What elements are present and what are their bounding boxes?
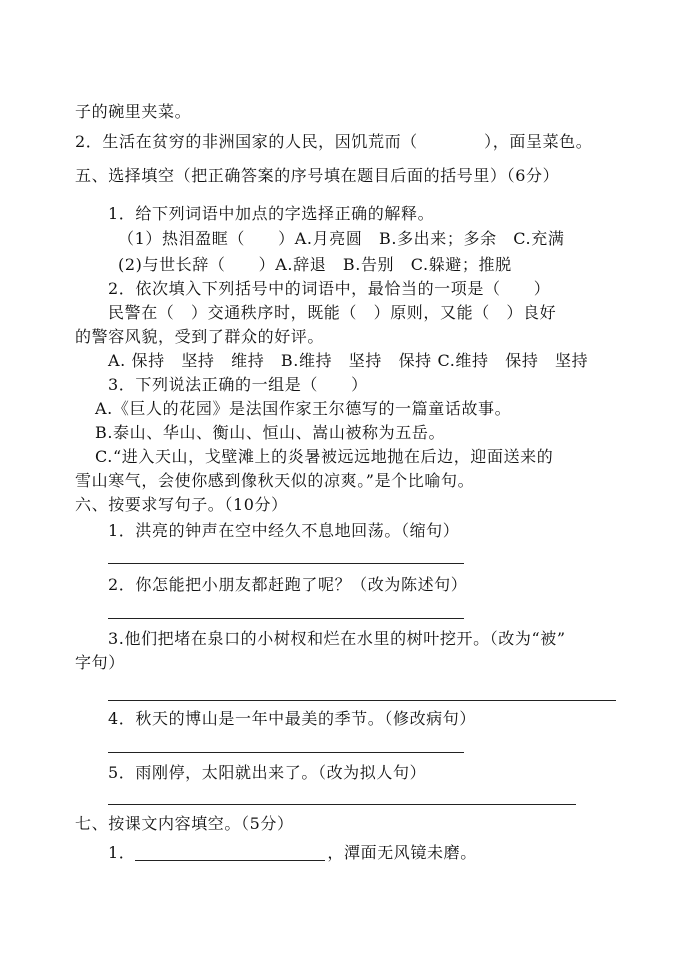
answer-line-6-2[interactable] xyxy=(108,618,464,619)
answer-line-6-1[interactable] xyxy=(108,563,464,564)
question-5-1: 1．给下列词语中加点的字选择正确的解释。 xyxy=(108,204,435,223)
question-6-2: 2．你怎能把小朋友都赶跑了呢？（改为陈述句） xyxy=(108,575,468,594)
option-b-statement: B.泰山、华山、衡山、恒山、嵩山被称为五岳。 xyxy=(95,423,446,442)
option-line-2: (2)与世长辞（ ）A.辞退 B.告别 C.躲避；推脱 xyxy=(118,255,512,274)
question-6-5: 5．雨刚停，太阳就出来了。（改为拟人句） xyxy=(108,763,427,782)
option-c-statement-cont: 雪山寒气，会使你感到像秋天似的凉爽。”是个比喻句。 xyxy=(75,471,475,490)
question-7-1-text: ，潭面无风镜未磨。 xyxy=(327,843,477,862)
answer-line-6-4[interactable] xyxy=(108,752,464,753)
section-6-heading: 六、按要求写句子。（10分） xyxy=(75,495,288,514)
question-6-4: 4．秋天的博山是一年中最美的季节。（修改病句） xyxy=(108,709,476,728)
question-5-2-sentence-cont: 的警容风貌，受到了群众的好评。 xyxy=(75,327,325,346)
question-5-2: 2．依次填入下列括号中的词语中，最恰当的一项是（ ） xyxy=(108,279,551,298)
option-c-statement: C.“进入天山，戈壁滩上的炎暑被远远地抛在后边，迎面送来的 xyxy=(95,447,554,466)
question-5-2-options: A. 保持 坚持 维持 B.维持 坚持 保持 C.维持 保持 坚持 xyxy=(108,351,589,370)
question-5-2-sentence: 民警在（ ）交通秩序时，既能（ ）原则，又能（ ）良好 xyxy=(108,303,557,322)
fill-blank-7-1[interactable] xyxy=(135,844,325,861)
question-2-famine: 2．生活在贫穷的非洲国家的人民，因饥荒而（ ），面呈菜色。 xyxy=(75,132,593,151)
section-5-heading: 五、选择填空（把正确答案的序号填在题目后面的括号里）（6分） xyxy=(75,166,560,185)
question-7-1-number: 1． xyxy=(108,843,136,862)
option-a-statement: A.《巨人的花园》是法国作家王尔德写的一篇童话故事。 xyxy=(95,399,512,418)
question-5-3: 3．下列说法正确的一组是（ ） xyxy=(108,375,368,394)
text-line: 子的碗里夹菜。 xyxy=(75,102,192,121)
question-7-1 xyxy=(108,842,477,864)
question-6-1: 1．洪亮的钟声在空中经久不息地回荡。（缩句） xyxy=(108,521,460,540)
option-line-1: （1）热泪盈眶（ ）A.月亮圆 B.多出来；多余 C.充满 xyxy=(118,229,565,248)
question-6-3-cont: 字句） xyxy=(75,653,125,672)
question-6-3: 3.他们把堵在泉口的小树杈和烂在水里的树叶挖开。（改为“被” xyxy=(108,629,566,648)
answer-line-6-3[interactable] xyxy=(108,700,616,701)
answer-line-6-5[interactable] xyxy=(108,804,576,805)
section-7-heading: 七、按课文内容填空。（5分） xyxy=(75,814,294,833)
